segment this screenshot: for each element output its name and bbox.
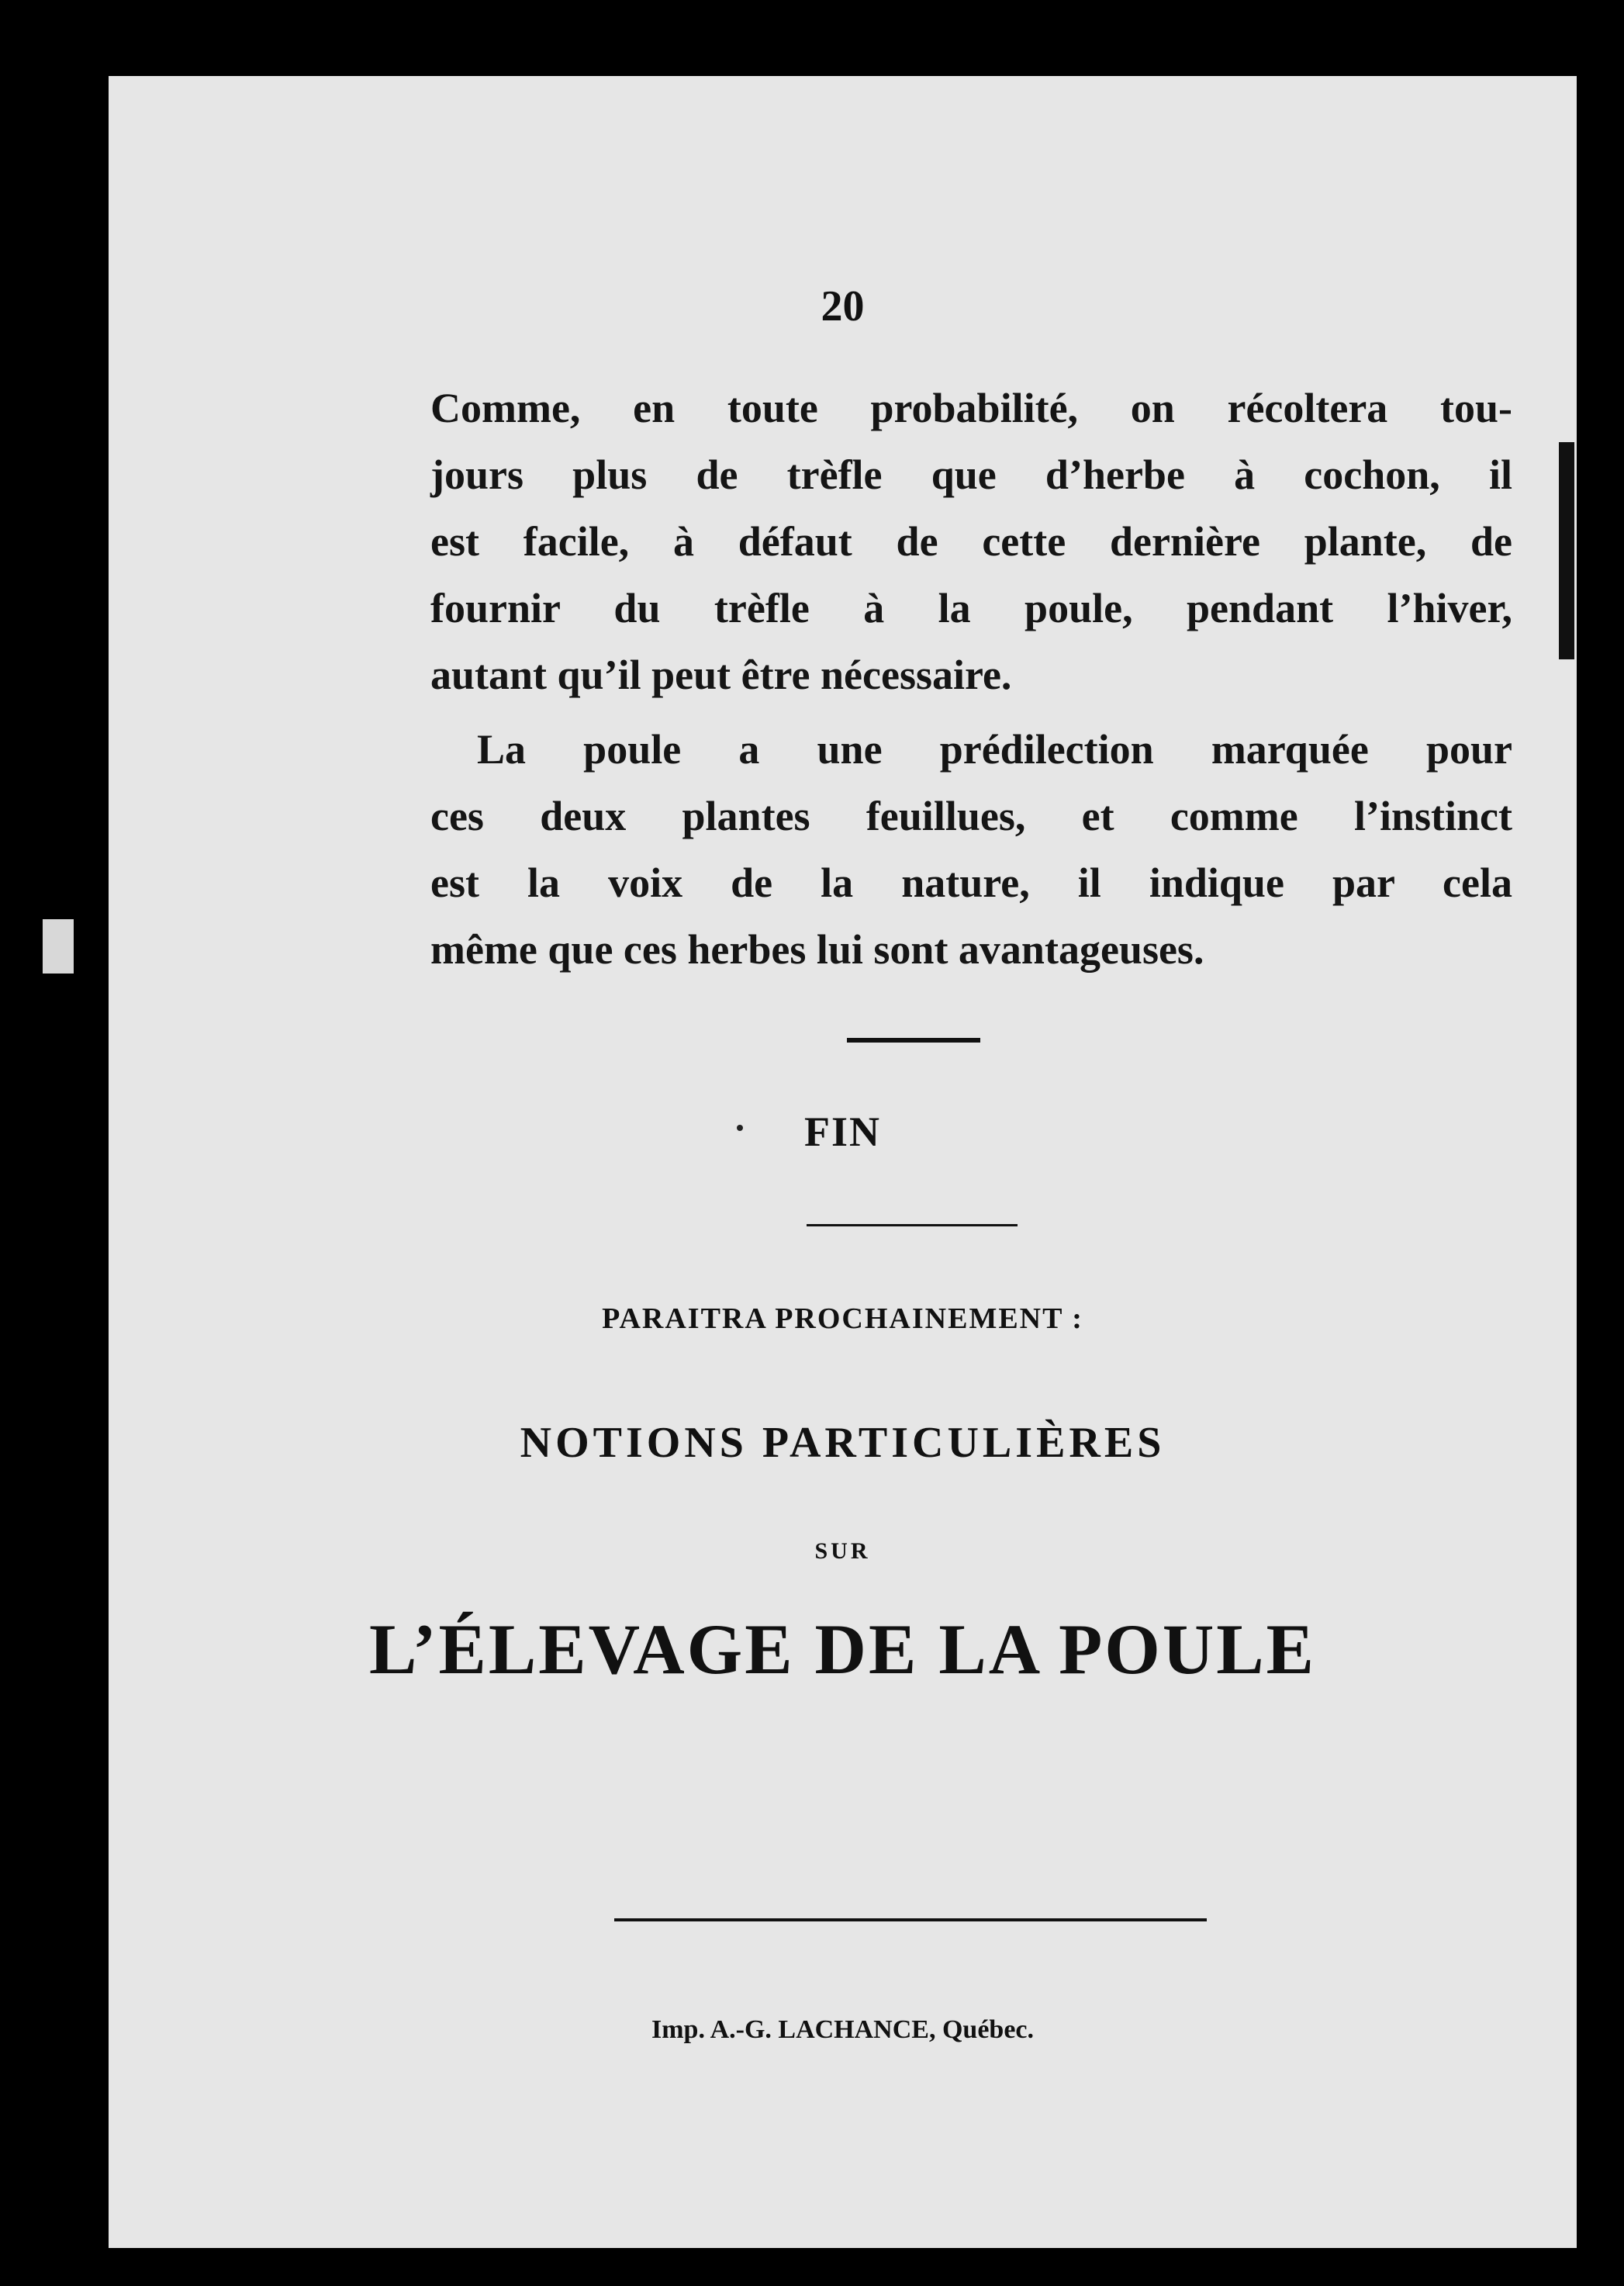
paragraph-1 (430, 375, 1512, 708)
announcement-heading: PARAITRA PROCHAINEMENT : (602, 1302, 1083, 1335)
scan-edge-mark (43, 919, 74, 974)
document-page (109, 76, 1577, 2248)
paragraph-line: est la voix de la nature, il indique par cela (430, 859, 1512, 906)
scan-edge-mark (1559, 442, 1574, 659)
next-title-line-3: L’ÉLEVAGE DE LA POULE (368, 1610, 1317, 1689)
paragraph-line: est facile, à défaut de cette dernière plante, de (430, 518, 1512, 565)
page-number: 20 (821, 282, 865, 330)
paragraph-line: jours plus de trèfle que d’herbe à cochon, il (430, 451, 1512, 498)
paragraph-2 (430, 716, 1512, 983)
end-mark: FIN (804, 1108, 881, 1155)
paragraph-line: fournir du trèfle à la poule, pendant l’hiver, (430, 585, 1512, 631)
paragraph-line: autant qu’il peut être nécessaire. (430, 652, 1012, 698)
divider-rule (847, 1038, 980, 1043)
paragraph-line: même que ces herbes lui sont avantageuses. (430, 926, 1204, 973)
next-title-line-2: SUR (814, 1538, 871, 1564)
paragraph-line: Comme, en toute probabilité, on récoltera tou- (430, 385, 1512, 431)
divider-rule (807, 1224, 1018, 1226)
paragraph-line: La poule a une prédilection marquée pour (477, 726, 1512, 773)
next-title-line-1: NOTIONS PARTICULIÈRES (520, 1419, 1166, 1467)
divider-rule (614, 1918, 1207, 1921)
paragraph-line: ces deux plantes feuillues, et comme l’instinct (430, 793, 1512, 839)
printer-imprint: Imp. A.-G. LACHANCE, Québec. (651, 2015, 1035, 2044)
